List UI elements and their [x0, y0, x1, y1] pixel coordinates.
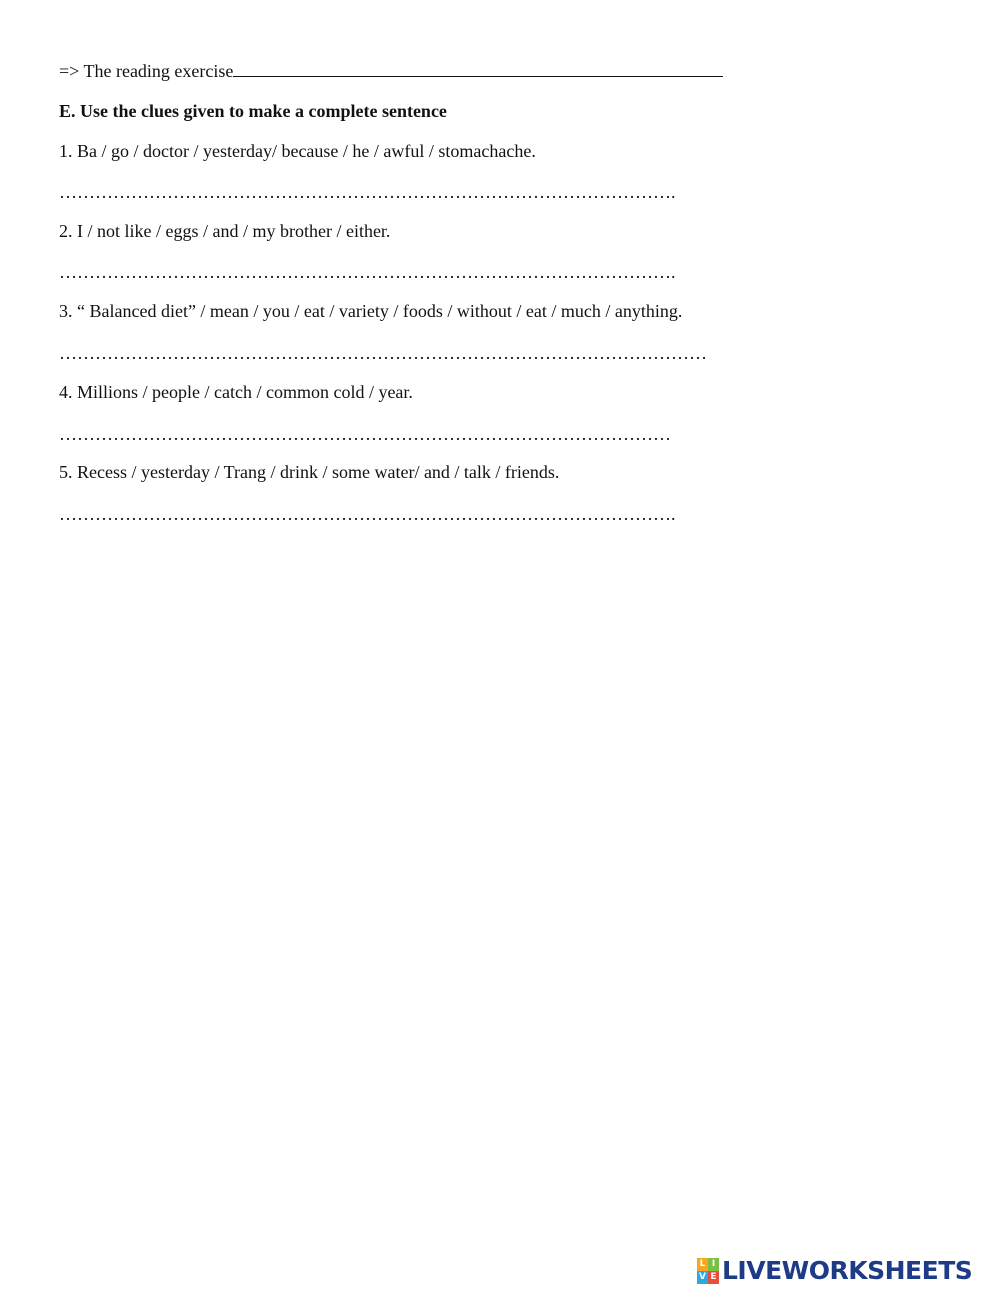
reading-exercise-line — [59, 60, 723, 82]
logo-icon-letter: V — [697, 1271, 708, 1284]
item-4-prompt: 4. Millions / people / catch / common cold / year. — [59, 382, 413, 402]
item-4-answer-blank[interactable]: ………………………………………………………………………………………… — [59, 424, 671, 444]
item-2-answer-blank[interactable]: …………………………………………………………………………………………. — [59, 262, 676, 282]
logo-wordmark: LIVEWORKSHEETS — [722, 1256, 973, 1285]
reading-exercise-prefix: => The reading exercise — [59, 61, 234, 81]
section-heading: E. Use the clues given to make a complete sentence — [59, 101, 447, 121]
item-2-prompt: 2. I / not like / eggs / and / my brother / either. — [59, 221, 391, 241]
live-blocks-icon — [697, 1258, 719, 1284]
item-1-prompt: 1. Ba / go / doctor / yesterday/ because / he / awful / stomachache. — [59, 141, 536, 161]
item-1-answer-blank[interactable]: …………………………………………………………………………………………. — [59, 182, 676, 202]
reading-exercise-answer-blank[interactable] — [233, 61, 723, 77]
item-5-answer-blank[interactable]: …………………………………………………………………………………………. — [59, 504, 676, 524]
item-3-answer-blank[interactable]: ……………………………………………………………………………………………… — [59, 343, 707, 363]
item-3-prompt: 3. “ Balanced diet” / mean / you / eat / variety / foods / without / eat / much / anything. — [59, 301, 683, 321]
logo-icon-letter: E — [708, 1271, 719, 1284]
logo-icon-letter: I — [708, 1258, 719, 1271]
liveworksheets-logo — [697, 1256, 972, 1286]
logo-icon-letter: L — [697, 1258, 708, 1271]
item-5-prompt: 5. Recess / yesterday / Trang / drink / some water/ and / talk / friends. — [59, 462, 560, 482]
